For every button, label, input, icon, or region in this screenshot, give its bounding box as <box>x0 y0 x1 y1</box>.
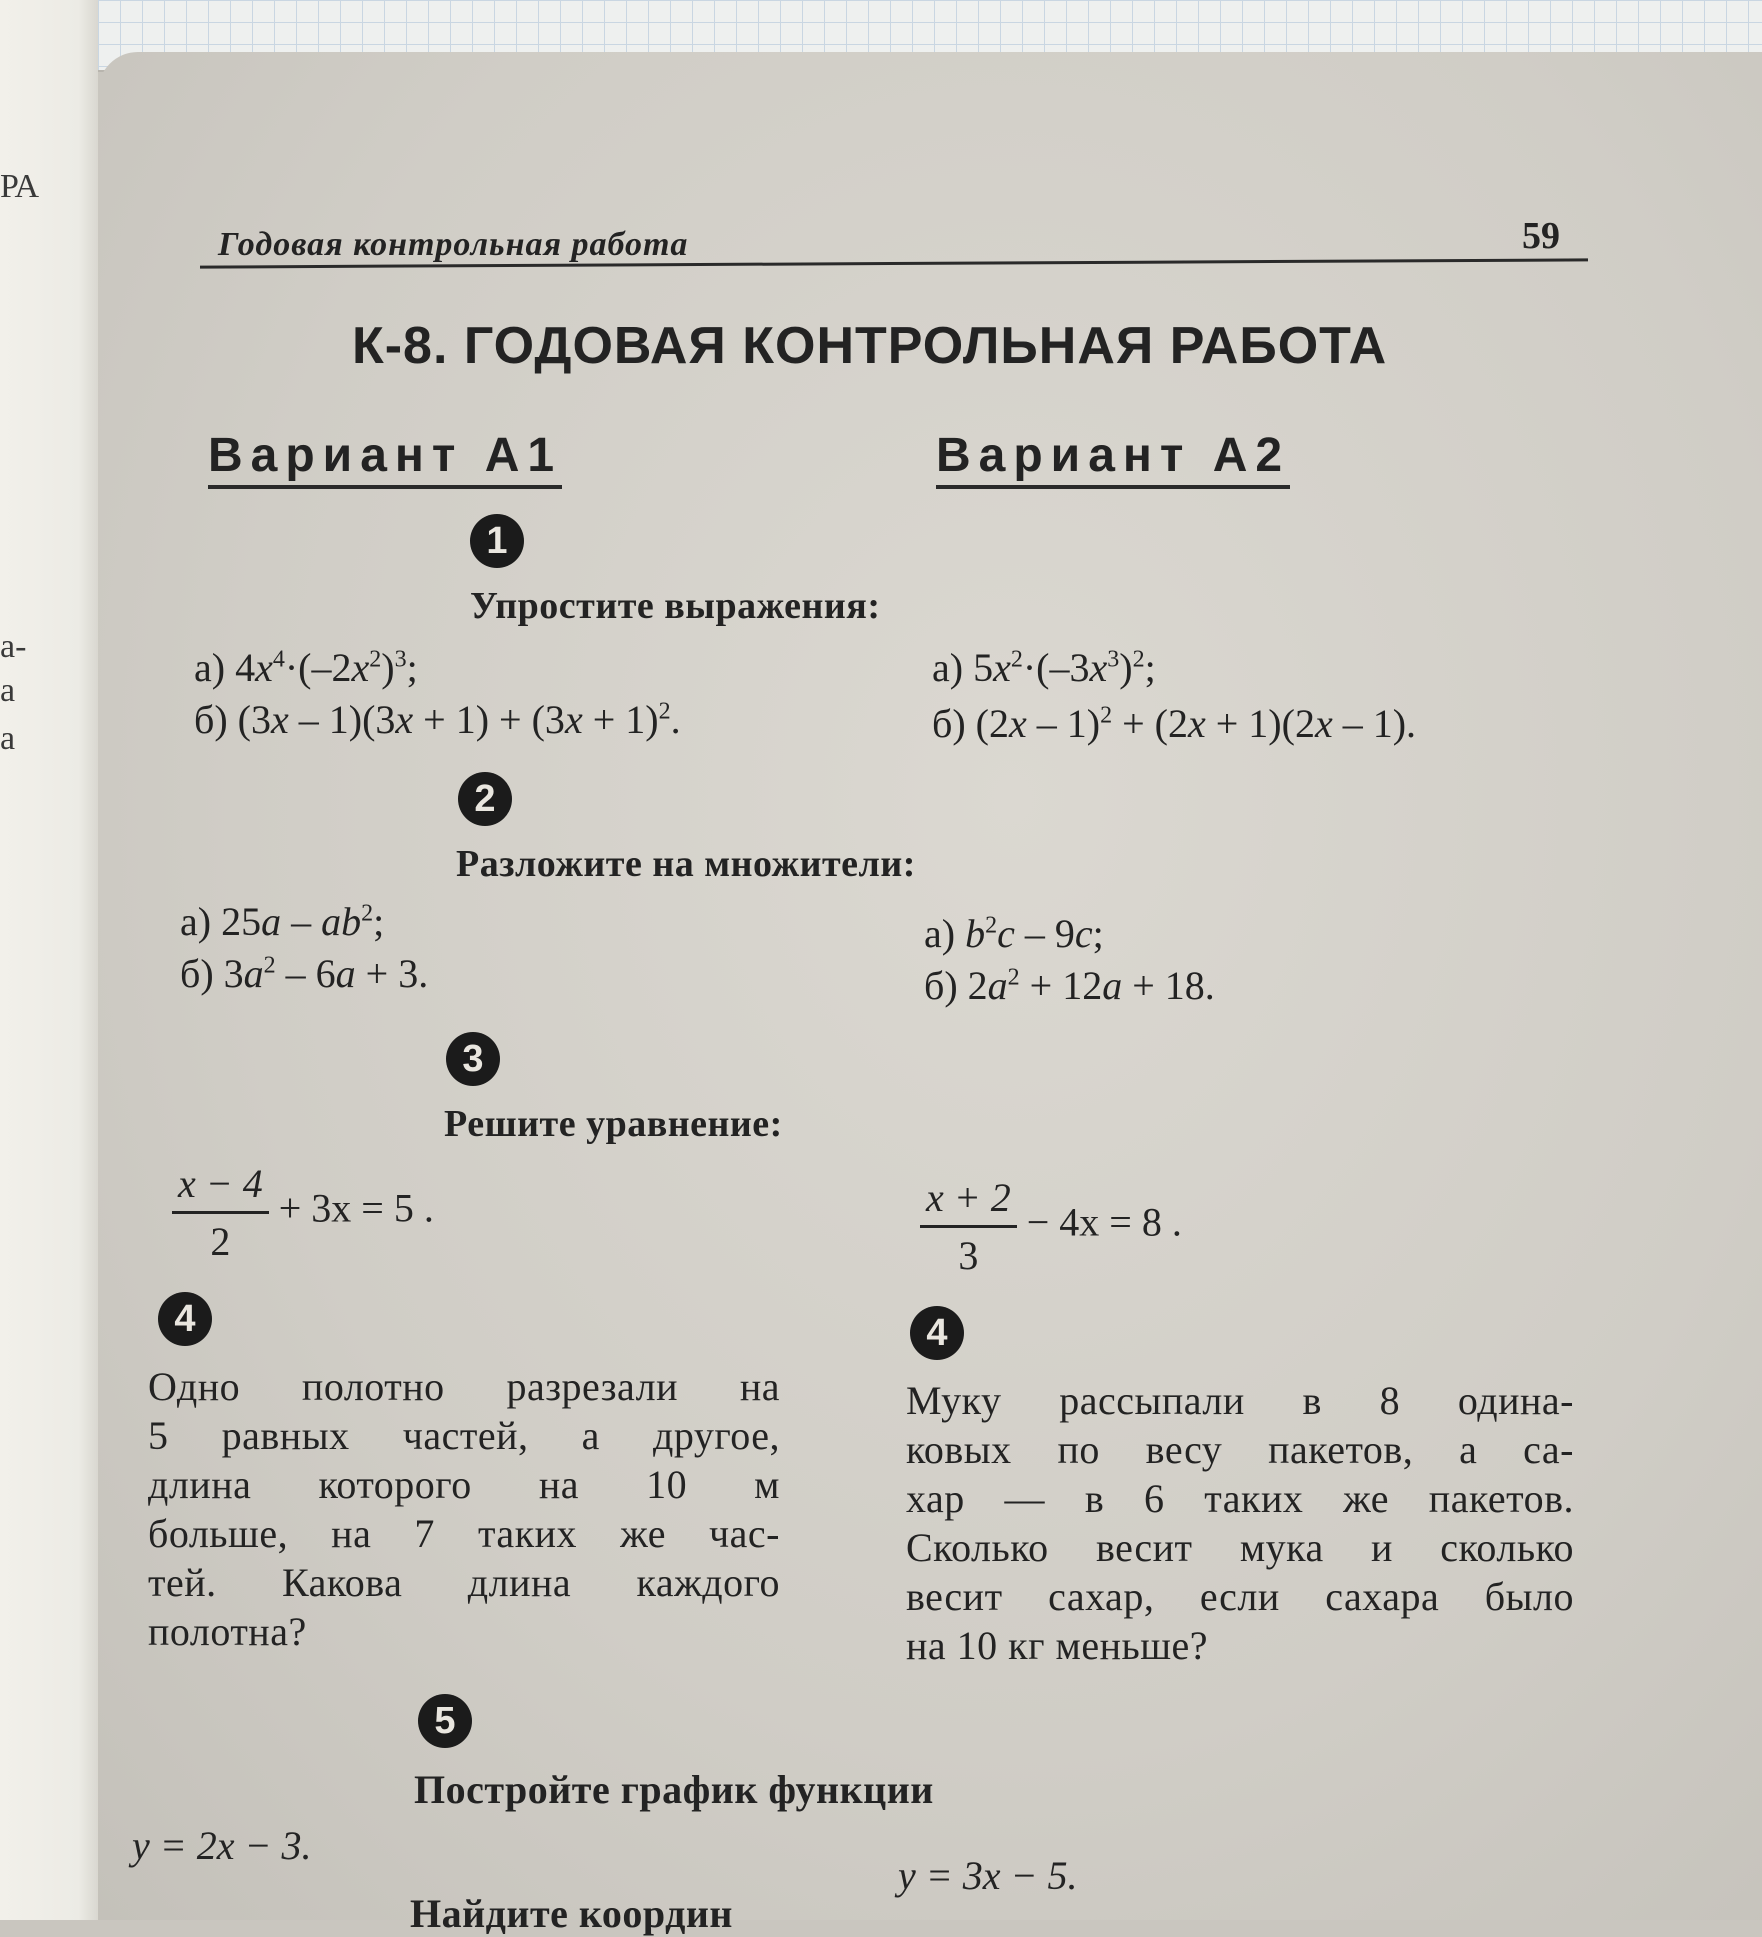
task-number-badge: 1 <box>470 514 524 568</box>
item-label: б) <box>932 701 966 746</box>
task5-a1-function: y = 2x − 3. <box>132 1823 312 1868</box>
problem-line: Одно полотно разрезали на <box>148 1364 780 1409</box>
task1-a2-a: а) $5x^2\cdot(-3x^3)^2$; <box>932 645 1156 690</box>
task1-a2-b: б) (2x – 1)$^2$ + (2x + 1)(2x – 1). <box>932 701 1417 746</box>
fraction-numerator: x + 2 <box>920 1174 1017 1228</box>
problem-line: длина которого на 10 м <box>148 1462 780 1507</box>
task1-a1-b: б) $(3x - 1)(3x + 1) + (3x + 1)^2$. <box>194 697 681 742</box>
left-page-fragment: РА <box>0 168 40 205</box>
task3-heading: Решите уравнение: <box>444 1103 783 1145</box>
running-title: Годовая контрольная работа <box>218 226 689 263</box>
page-title: К-8. ГОДОВАЯ КОНТРОЛЬНАЯ РАБОТА <box>352 317 1388 375</box>
equation-rest: − 4x = 8 . <box>1026 1199 1182 1245</box>
page-number: 59 <box>1522 215 1560 257</box>
task1-heading: Упростите выражения: <box>470 585 881 627</box>
problem-line: тей. Какова длина каждого <box>148 1560 780 1605</box>
task5-a2-function: y = 3x − 5. <box>898 1853 1078 1898</box>
task2-a2-a: а) $b^2c - 9c$; <box>924 911 1104 956</box>
fraction <box>920 1174 1017 1279</box>
problem-line: Муку рассыпали в 8 одина- <box>906 1378 1574 1423</box>
problem-line: полотна? <box>148 1609 307 1654</box>
equation-rest: + 3x = 5 . <box>278 1185 434 1231</box>
item-label: б) <box>180 951 214 996</box>
task2-heading: Разложите на множители: <box>456 843 916 885</box>
task-number-badge: 2 <box>458 772 512 826</box>
problem-line: больше, на 7 таких же час- <box>148 1511 780 1556</box>
task-number-badge: 4 <box>158 1292 212 1346</box>
problem-line: ковых по весу пакетов, а са- <box>906 1427 1574 1472</box>
task3-a2-equation <box>920 1174 1182 1279</box>
problem-line: Сколько весит мука и сколько <box>906 1525 1574 1570</box>
variant-a2-heading: Вариант А2 <box>936 428 1290 489</box>
variant-a1-heading: Вариант А1 <box>208 428 562 489</box>
task5-heading: Постройте график функции <box>414 1767 934 1812</box>
task4-a2-problem <box>906 1376 1574 1670</box>
task5-next-line-cut: Найдите координ <box>410 1891 733 1936</box>
left-page-fragment: а <box>0 672 16 709</box>
task2-a2-b: б) $2a^2 + 12a + 18$. <box>924 963 1215 1008</box>
item-label: а) <box>180 899 212 944</box>
fraction-numerator: x − 4 <box>172 1160 269 1214</box>
task2-a1-a: а) $25a - ab^2$; <box>180 899 385 944</box>
left-page-edge <box>0 0 98 1920</box>
item-label: б) <box>924 963 958 1008</box>
item-label: б) <box>194 697 228 742</box>
task-number-badge: 3 <box>446 1032 500 1086</box>
task1-a1-a: а) $4x^4\cdot(-2x^2)^3$; <box>194 645 418 690</box>
item-label: а) <box>194 645 226 690</box>
task-number-badge: 4 <box>910 1306 964 1360</box>
left-page-fragment: а- <box>0 628 27 665</box>
fraction-denominator: 2 <box>210 1219 231 1264</box>
task2-a1-b: б) $3a^2 - 6a + 3$. <box>180 951 429 996</box>
problem-line: хар — в 6 таких же пакетов. <box>906 1476 1574 1521</box>
problem-line: на 10 кг меньше? <box>906 1623 1209 1668</box>
task3-a1-equation <box>172 1160 434 1265</box>
task-number-badge: 5 <box>418 1694 472 1748</box>
problem-line: 5 равных частей, а другое, <box>148 1413 780 1458</box>
item-label: а) <box>924 911 956 956</box>
problem-line: весит сахар, если сахара было <box>906 1574 1574 1619</box>
task4-a1-problem <box>148 1362 780 1656</box>
item-label: а) <box>932 645 964 690</box>
left-page-fragment: а <box>0 720 16 757</box>
fraction-denominator: 3 <box>958 1233 979 1278</box>
fraction <box>172 1160 269 1265</box>
